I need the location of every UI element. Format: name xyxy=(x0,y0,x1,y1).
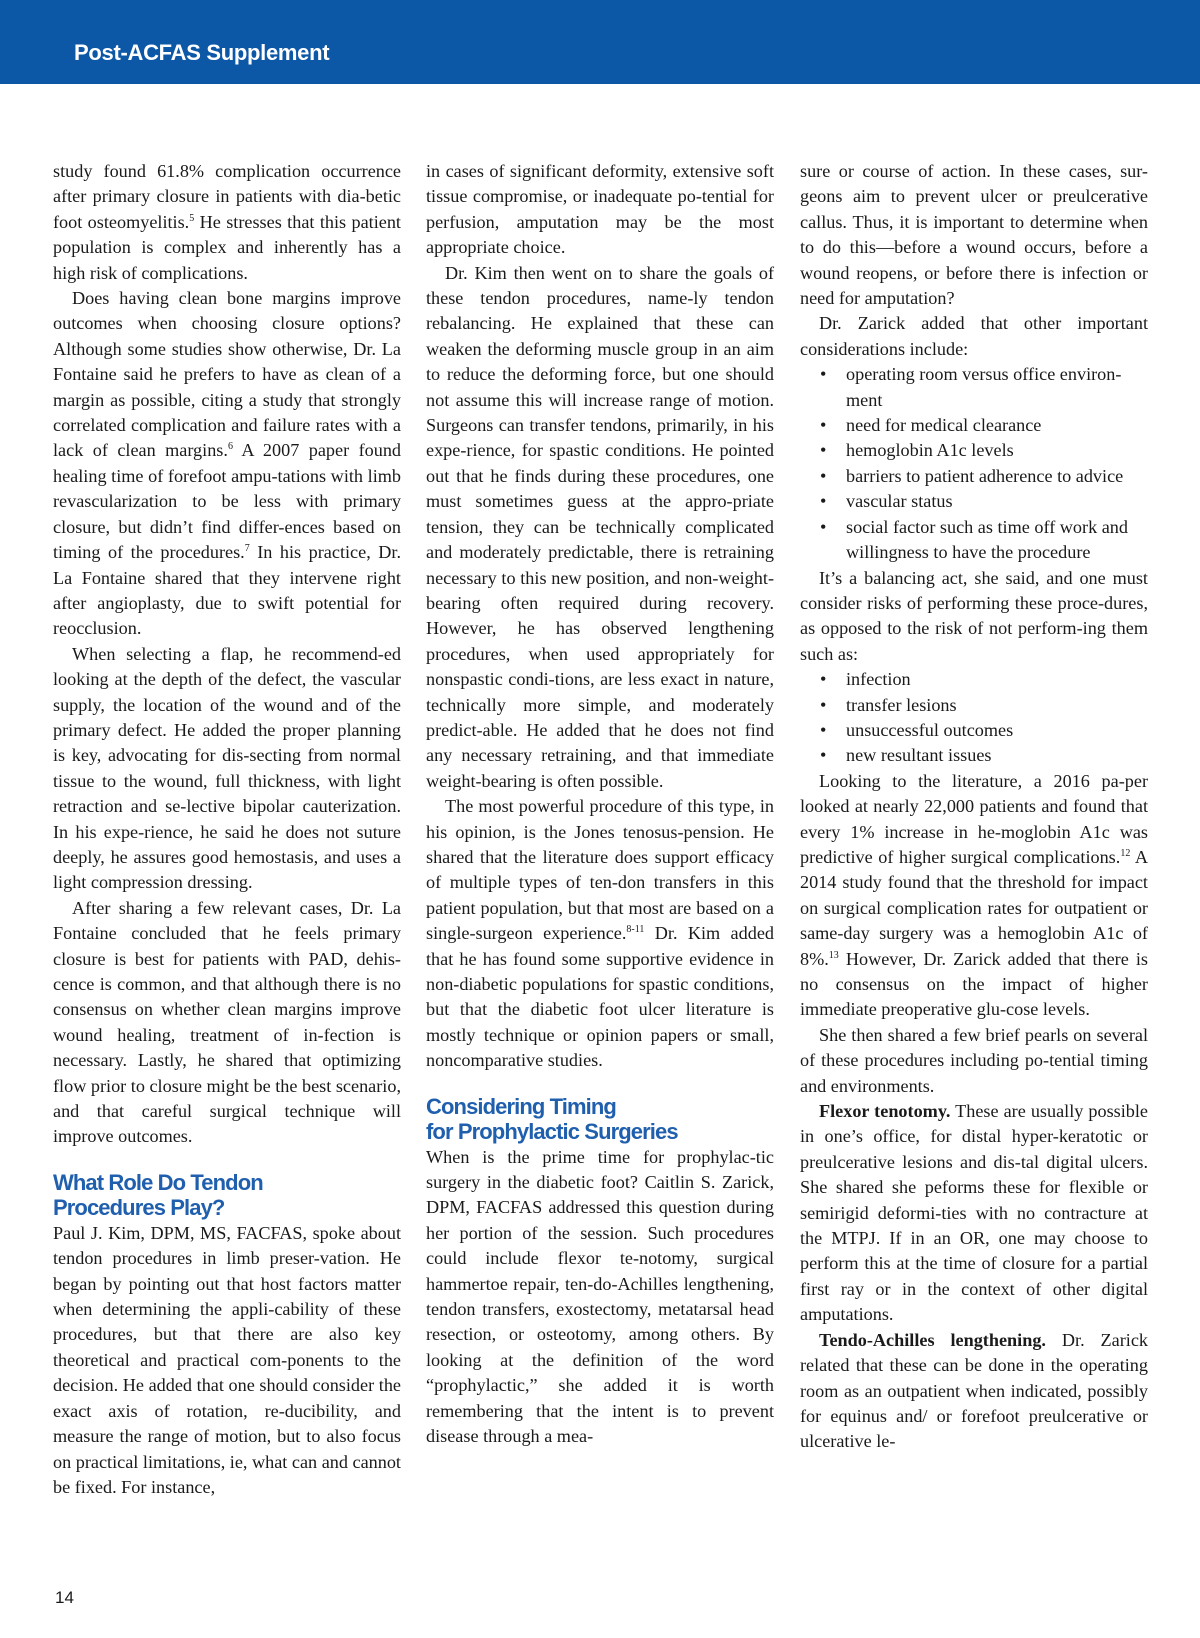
considerations-list xyxy=(800,362,1148,565)
paragraph: in cases of significant deformity, extensive soft tissue compromise, or inadequate po-tential for perfusion, amputation may be the most appropriate choice. xyxy=(426,161,774,258)
footnote-ref: 5 xyxy=(189,212,195,224)
paragraph: Flexor tenotomy. These are usually possible in one’s office, for distal hyper-keratotic or preulcerative lesions and dis-tal digital ulcers. She shared she peforms these for flexible or semirigid deformi-ties with no contracture at the MTPJ. If in an OR, one may choose to perform this at the time of closure for a partial first ray or in the context of other digital amputations. xyxy=(800,1101,1148,1325)
footnote-ref: 6 xyxy=(227,441,233,453)
page-number: 14 xyxy=(55,1588,74,1607)
header-bar xyxy=(0,0,1200,84)
list-item: • unsuccessful outcomes xyxy=(800,718,1148,743)
risks-list xyxy=(800,667,1148,769)
paragraph: She then shared a few brief pearls on several of these procedures including po-tential timing and environments. xyxy=(800,1024,1148,1096)
section-heading: Considering Timing for Prophylactic Surgeries xyxy=(426,1093,678,1144)
paragraph: Paul J. Kim, DPM, MS, FACFAS, spoke about tendon procedures in limb preser-vation. He began by pointing out that host factors matter when determining the appli-cability of these procedures, but that there are also key theoretical and practical com-ponents to the decision. He added that one should consider the exact axis of rotation, re-ducibility, and measure the range of motion, but to also focus on practical limitations, ie, what can and cannot be fixed. For instance, xyxy=(53,1222,401,1497)
list-item: • transfer lesions xyxy=(800,693,1148,718)
paragraph: Dr. Kim then went on to share the goals of these tendon procedures, name-ly tendon rebalancing. He explained that these can weaken the deforming muscle group in an aim to reduce the deforming force, but one should not assume this will increase range of motion. Surgeons can transfer tendons, primarily, in his expe-rience, for spastic conditions. He pointed out that he finds during these procedures, one must sometimes guess at the appro-priate tension, they can be technically complicated and moderately predictable, there is retraining necessary to this new position, and non-weight-bearing often required during recovery. However, he has observed lengthening procedures, when used appropriately for nonspastic condi-tions, are less exact in nature, technically more simple, and moderately predict-able. He added that he does not find any necessary retraining, and that immediate weight-bearing is often possible. xyxy=(426,262,774,791)
paragraph: It’s a balancing act, she said, and one must consider risks of performing these proce-dures, as opposed to the risk of not perform-ing them such as: xyxy=(800,567,1148,664)
run-in-heading: Tendo-Achilles lengthening. xyxy=(819,1329,1046,1350)
paragraph: Tendo-Achilles lengthening. Dr. Zarick related that these can be done in the operating room as an outpatient when indicated, possibly for equinus and/ or forefoot preulcerative or ulcerative le- xyxy=(800,1329,1148,1452)
paragraph: When is the prime time for prophylac-tic surgery in the diabetic foot? Caitlin S. Zarick, DPM, FACFAS addressed this question during her portion of the session. Such procedures could include flexor te-notomy, surgical hammertoe repair, ten-do-Achilles lengthening, tendon transfers, exostectomy, metatarsal head resection, or osteotomy, among others. By looking at the definition of the word “prophylactic,” she added it is worth remembering that the intent is to prevent disease through a mea- xyxy=(426,1146,774,1447)
footnote-ref: 7 xyxy=(244,543,250,555)
list-item: • barriers to patient adherence to advice xyxy=(800,464,1148,489)
paragraph: The most powerful procedure of this type, in his opinion, is the Jones tenosus-pension. He shared that the literature does support efficacy of multiple types of ten-don transfers in this patient population, but that most are based on a single-surgeon experience.$^{8-11}$ Dr. Kim added that he has found some supportive evidence in non-diabetic populations for spastic conditions, but that the diabetic foot ulcer literature is mostly technique or opinion papers or small, noncomparative studies. xyxy=(426,796,774,1071)
column-3 xyxy=(800,159,1148,1455)
run-in-heading: Flexor tenotomy. xyxy=(819,1101,951,1122)
list-item: • new resultant issues xyxy=(800,743,1148,768)
footnote-ref: 8-11 xyxy=(626,924,645,936)
paragraph: Does having clean bone margins improve outcomes when choosing closure options? Although some studies show otherwise, Dr. La Fontaine said he prefers to have as clean of a margin as possible, citing a study that strongly correlated complication and failure rates with a lack of clean margins.$^6$ A 2007 paper found healing time of forefoot ampu-tations with limb revascularization to be less with primary closure, but didn’t find differ-ences based on timing of the procedures.$^7$ In his practice, Dr. La Fontaine shared that they intervene right after angioplasty, due to swift potential for reocclusion. xyxy=(53,288,402,639)
list-item: • infection xyxy=(800,667,1148,692)
list-item: • social factor such as time off work and willingness to have the procedure xyxy=(800,515,1148,566)
paragraph: study found 61.8% complication occurrence after primary closure in patients with dia-betic foot osteomyelitis.$^5$ He stresses that this patient population is complex and inherently has a high risk of complications. xyxy=(53,161,401,283)
publication-title: Post-ACFAS Supplement xyxy=(74,40,330,65)
paragraph: Dr. Zarick added that other important considerations include: xyxy=(800,313,1148,359)
list-item: • vascular status xyxy=(800,489,1148,514)
column-1 xyxy=(53,159,401,1500)
paragraph: Looking to the literature, a 2016 pa-per looked at nearly 22,000 patients and found that every 1% increase in he-moglobin A1c was predictive of higher surgical complications.$^{12}$ A 2014 study found that the threshold for impact on surgical complication rates for outpatient or same-day surgery was a hemoglobin A1c of 8%.$^{13}$ However, Dr. Zarick added that there is no consensus on the impact of higher immediate preoperative glu-cose levels. xyxy=(800,770,1148,1020)
list-item: • hemoglobin A1c levels xyxy=(800,438,1148,463)
paragraph: sure or course of action. In these cases, sur-geons aim to prevent ulcer or preulcerative callus. Thus, it is important to determine when to do this—before a wound occurs, before a wound reopens, or before there is infection or need for amputation? xyxy=(800,161,1148,309)
footnote-ref: 12 xyxy=(1120,847,1131,859)
column-2 xyxy=(426,159,774,1450)
paragraph: After sharing a few relevant cases, Dr. La Fontaine concluded that he feels primary closure is best for patients with PAD, dehis-cence is common, and that although there is no consensus on whether clean margins improve wound healing, treatment of in-fection is necessary. Lastly, he shared that optimizing flow prior to closure might be the best scenario, and that careful surgical technique will improve outcomes. xyxy=(53,897,401,1147)
footnote-ref: 13 xyxy=(828,949,839,961)
paragraph: When selecting a flap, he recommend-ed looking at the depth of the defect, the vascular supply, the location of the wound and of the primary defect. He added the proper planning is key, advocating for dis-secting from normal tissue to the wound, full thickness, with light retraction and se-lective bipolar cauterization. In his expe-rience, he said he does not suture deeply, he assures good hemostasis, and uses a light compression dressing. xyxy=(53,643,401,893)
list-item: • need for medical clearance xyxy=(800,413,1148,438)
list-item: • operating room versus office environ-ment xyxy=(800,362,1148,413)
section-heading: What Role Do Tendon Procedures Play? xyxy=(53,1169,263,1220)
